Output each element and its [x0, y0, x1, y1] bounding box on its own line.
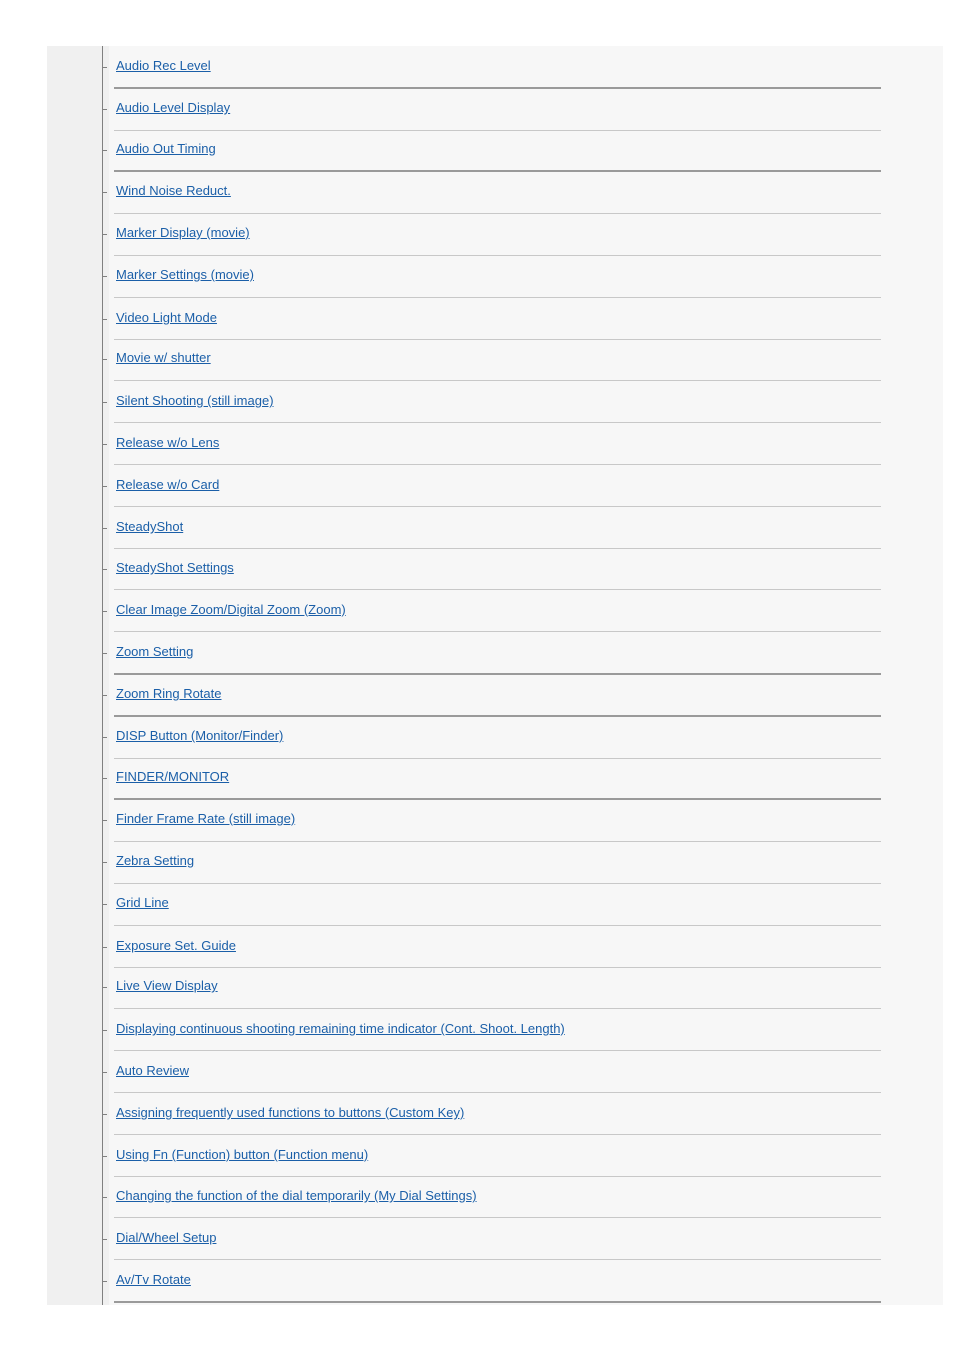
tree-branch-tick: [102, 528, 107, 529]
menu-link[interactable]: Silent Shooting (still image): [116, 393, 274, 408]
row-divider: [114, 170, 881, 172]
menu-link[interactable]: Clear Image Zoom/Digital Zoom (Zoom): [116, 602, 346, 617]
menu-link[interactable]: Exposure Set. Guide: [116, 938, 236, 953]
tree-branch-tick: [102, 1156, 107, 1157]
menu-link[interactable]: Using Fn (Function) button (Function menu): [116, 1147, 369, 1162]
tree-branch-tick: [102, 1114, 107, 1115]
tree-branch-tick: [102, 319, 107, 320]
tree-branch-tick: [102, 276, 107, 277]
tree-branch-tick: [102, 1281, 107, 1282]
tree-branch-tick: [102, 1030, 107, 1031]
tree-branch-tick: [102, 737, 107, 738]
menu-link[interactable]: SteadyShot: [116, 519, 184, 534]
tree-branch-tick: [102, 1197, 107, 1198]
menu-link[interactable]: Av/Tv Rotate: [116, 1272, 191, 1287]
tree-branch-tick: [102, 1072, 107, 1073]
tree-branch-tick: [102, 402, 107, 403]
tree-branch-tick: [102, 569, 107, 570]
row-divider: [114, 673, 881, 675]
menu-link[interactable]: Wind Noise Reduct.: [116, 183, 231, 198]
menu-link[interactable]: Grid Line: [116, 895, 169, 910]
tree-branch-tick: [102, 192, 107, 193]
row-divider: [114, 422, 881, 423]
menu-link[interactable]: Video Light Mode: [116, 310, 217, 325]
menu-link[interactable]: Assigning frequently used functions to buttons (Custom Key): [116, 1105, 465, 1120]
tree-branch-tick: [102, 611, 107, 612]
tree-branch-tick: [102, 1239, 107, 1240]
row-divider: [114, 967, 881, 968]
menu-link[interactable]: Live View Display: [116, 978, 218, 993]
row-divider: [114, 1050, 881, 1051]
tree-branch-tick: [102, 444, 107, 445]
menu-link[interactable]: Movie w/ shutter: [116, 350, 211, 365]
menu-link[interactable]: DISP Button (Monitor/Finder): [116, 728, 284, 743]
row-divider: [114, 297, 881, 298]
tree-branch-tick: [102, 234, 107, 235]
row-divider: [114, 589, 881, 590]
row-divider: [114, 1134, 881, 1135]
tree-branch-tick: [102, 947, 107, 948]
row-divider: [114, 130, 881, 131]
menu-link[interactable]: Marker Display (movie): [116, 225, 250, 240]
menu-link[interactable]: Finder Frame Rate (still image): [116, 811, 296, 826]
tree-branch-tick: [102, 67, 107, 68]
row-divider: [114, 925, 881, 926]
menu-link[interactable]: Audio Level Display: [116, 100, 231, 115]
menu-link[interactable]: Marker Settings (movie): [116, 267, 254, 282]
row-divider: [114, 758, 881, 759]
menu-link[interactable]: Dial/Wheel Setup: [116, 1230, 217, 1245]
tree-branch-tick: [102, 653, 107, 654]
menu-link[interactable]: Zebra Setting: [116, 853, 195, 868]
menu-link[interactable]: Release w/o Card: [116, 477, 220, 492]
row-divider: [114, 213, 881, 214]
tree-branch-tick: [102, 862, 107, 863]
row-divider: [114, 1092, 881, 1093]
row-divider: [114, 339, 881, 340]
tree-branch-tick: [102, 150, 107, 151]
row-divider: [114, 380, 881, 381]
menu-link[interactable]: Auto Review: [116, 1063, 189, 1078]
menu-link[interactable]: Zoom Ring Rotate: [116, 686, 222, 701]
row-divider: [114, 1301, 881, 1303]
tree-branch-tick: [102, 987, 107, 988]
tree-branch-tick: [102, 904, 107, 905]
row-divider: [114, 798, 881, 800]
row-divider: [114, 255, 881, 256]
tree-branch-tick: [102, 778, 107, 779]
tree-branch-tick: [102, 359, 107, 360]
row-divider: [114, 1008, 881, 1009]
tree-branch-tick: [102, 820, 107, 821]
menu-link[interactable]: Audio Out Timing: [116, 141, 216, 156]
menu-link[interactable]: Displaying continuous shooting remaining time indicator (Cont. Shoot. Length): [116, 1021, 565, 1036]
row-divider: [114, 841, 881, 842]
menu-link[interactable]: Audio Rec Level: [116, 58, 211, 73]
menu-link[interactable]: FINDER/MONITOR: [116, 769, 230, 784]
row-divider: [114, 631, 881, 632]
row-divider: [114, 883, 881, 884]
menu-link[interactable]: Zoom Setting: [116, 644, 194, 659]
tree-branch-tick: [102, 109, 107, 110]
row-divider: [114, 1176, 881, 1177]
row-divider: [114, 464, 881, 465]
menu-link[interactable]: Changing the function of the dial temporarily (My Dial Settings): [116, 1188, 477, 1203]
row-divider: [114, 506, 881, 507]
row-divider: [114, 1259, 881, 1260]
row-divider: [114, 1217, 881, 1218]
menu-link[interactable]: SteadyShot Settings: [116, 560, 234, 575]
menu-link[interactable]: Release w/o Lens: [116, 435, 220, 450]
tree-branch-tick: [102, 695, 107, 696]
tree-branch-tick: [102, 486, 107, 487]
row-divider: [114, 87, 881, 89]
row-divider: [114, 548, 881, 549]
row-divider: [114, 715, 881, 717]
